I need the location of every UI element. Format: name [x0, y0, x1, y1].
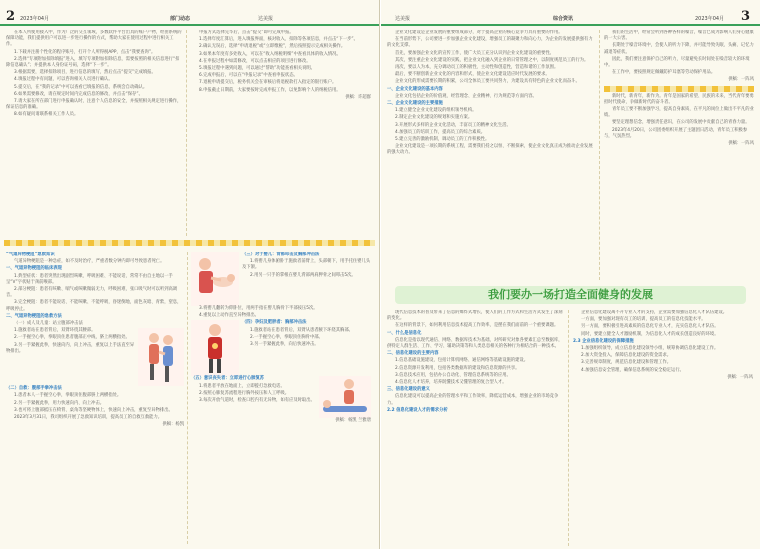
- paragraph: 1.选择年度汇算后，进入填报界面，核对收入、扣除等各项信息，并点击“下一步”。: [199, 37, 358, 43]
- paragraph: 气道异物梗阻是一种急症，如不及时治疗，严重者数分钟内即可导致患者死亡。: [14, 259, 165, 265]
- paragraph: 8.申报截止日期前，大家要按时完成申报工作，以免影响个人的纳税信用。: [199, 87, 341, 93]
- paragraph: 2.一手握空心拳，拳眼顶住胸骨中部。: [250, 334, 323, 340]
- paragraph: 1.患者本人一手握空心拳，拳眼顶住腹部脐上两横指处。: [14, 393, 122, 399]
- paragraph: 7.请大家在所在部门进行申报确认时，注意个人信息的安全，并按照相关规定进行操作，保证信息的准确。: [6, 99, 182, 111]
- infant-back-blow-illustration: [191, 252, 239, 306]
- article-tax-steps: [191, 30, 371, 237]
- subheading: （二）自救：腹部手拳冲击法: [6, 386, 62, 392]
- paragraph: 3.完全梗阻：患者不能说话、不能咳嗽、不能呼吸，昏迷倒地，面色灰暗、青紫，窒息，呼吸停止。: [6, 300, 182, 312]
- chest-thrust-illustration: [191, 320, 239, 376]
- article-corporate-culture: [387, 30, 595, 280]
- paragraph: 2.加大资金投入，保障信息化建设的资金需求。: [581, 353, 672, 359]
- paragraph: 企业文化的形成需要长期的积累，公司全体员工要共同努力，为建设具有特色的企业文化而奋斗。: [395, 79, 580, 85]
- paragraph: 企业信息化建设离不开专业人才的支持，企业需要加强信息化人才队伍建设。: [581, 310, 728, 315]
- paragraph: 8.如有疑问请联系相关工作人员。: [14, 112, 79, 118]
- paragraph: 2.制定企业文化建设的规划和实施方案。: [395, 115, 473, 121]
- byline: 供稿：杨凯: [162, 422, 184, 428]
- paragraph: 3.如果本年度有多处收入，可以在“收入纳税明细”中查看具体的收入情况。: [199, 51, 341, 57]
- article-choking-first-aid: [6, 252, 184, 546]
- paragraph: 申报方式选择完毕后，点击“提交”即可完成申报。: [199, 30, 294, 35]
- subheading: 二、企业文化建设的主要措施: [387, 101, 443, 107]
- paragraph: 企业文化建设是企业发展的重要组成部分，对于提高企业的核心竞争力具有重要的作用。: [395, 30, 563, 35]
- paragraph: 5.提交后，在“我的记录”中可以查看已填报的信息，系统会自动确认。: [14, 84, 148, 90]
- paragraph: 其次，要注重企业文化建设的实践，把企业文化融入到企业的日常管理之中，以制度规范员工的行为。: [395, 57, 589, 63]
- column-separator: [186, 30, 187, 236]
- paragraph: 青年员工要不断加强学习，提高自身素质，在平凡的岗位上做出不平凡的业绩。: [604, 107, 754, 119]
- left-header: [0, 10, 379, 26]
- paragraph: 最后，要不断创新企业文化的内容和形式，使企业文化建设适应时代发展的要求。: [395, 72, 550, 78]
- subheading: 一、企业文化建设的基本内容: [387, 86, 443, 92]
- column-separator: [187, 252, 188, 544]
- section-title: 部门动态: [170, 16, 191, 22]
- paragraph: 5.填报过程中遇到问题，可以通过“帮助”功能查看相关说明。: [199, 66, 315, 72]
- paragraph: 2.用另一只手的掌根在婴儿背部两肩胛骨之间叩击5次。: [250, 272, 356, 278]
- article-tax-guide: [6, 30, 182, 237]
- paragraph: 因此，我们要注意保护自己的听力，尽量避免长时间处在噪音较大的环境中。: [604, 56, 750, 69]
- paragraph: 企业文化包括企业的价值观、经营理念、企业精神、行为规范等方面内容。: [395, 93, 537, 99]
- cpr-illustration: [319, 376, 371, 418]
- paragraph: 在工作中，要按照规定佩戴防护耳塞等劳动保护用品。: [612, 70, 716, 76]
- section-divider: [4, 240, 375, 246]
- paragraph: 2.按照心肺复苏流程进行胸外按压和人工呼吸。: [199, 390, 290, 396]
- paragraph: 7.退税申请提交后，税务机关会在审核后将退税款打入指定的银行账户。: [199, 80, 337, 86]
- paragraph: 4.重复以上动作直至异物排出。: [199, 313, 259, 319]
- paragraph: 3.也可将上腹部抵压在椅背、桌角等坚硬物体上，快速向上冲击，重复至异物排出。: [14, 407, 173, 413]
- paragraph: 4.加强员工的培训工作，提高员工的综合素质。: [395, 129, 486, 135]
- byline: 供稿：许超群: [345, 94, 371, 100]
- paragraph: 在这样的背景下，如何利用信息技术提高工作效率，是摆在我们面前的一个重要课题。: [395, 323, 559, 329]
- paragraph: 1.典型症状：患者突然出现剧烈咳嗽、呼吸困难、不能说话，常常不由自主地以一手呈“V”字状贴于颈前喉部。: [6, 273, 173, 285]
- paragraph: 首先，要加强企业文化的宣传工作，使广大员工充分认识到企业文化建设的重要性。: [395, 50, 554, 56]
- subheading: 二、气道异物梗阻的急救方法: [6, 313, 62, 319]
- paragraph: 信息化是指以现代通信、网络、数据库技术为基础，对所研究对象各要素汇总至数据库，供特定人群生活、工作、学习、辅助决策等和人类息息相关的各种行为相结合的一种技术。: [387, 337, 563, 350]
- paragraph: 要坚定理想信念，增强责任意识，在公司的发展中贡献自己的青春力量。: [612, 120, 750, 126]
- paragraph: 另一方面，要积极引进高素质的信息化专业人才，充实信息化人才队伍。: [581, 324, 719, 330]
- paragraph: 1.将患者平放在地面上，立即拨打急救电话。: [199, 383, 285, 389]
- paragraph: 我们的生活中，经常会听到各种各样的噪音，噪音已成为影响人们身心健康的一大公害。: [604, 30, 754, 42]
- heimlich-illustration-1: [138, 328, 184, 386]
- paragraph: 4.加强信息安全管理，确保信息系统的安全稳定运行。: [581, 367, 684, 373]
- issue-date: 2023年04月: [695, 16, 725, 22]
- paragraph: 再次，要以人为本，充分调动员工的积极性、主动性和创造性，营造和谐的工作氛围。: [395, 65, 559, 71]
- subheading: （五）意识丧失者：立即进行心肺复苏: [191, 376, 265, 382]
- paragraph: 1.信息基础设施建设，包括计算机网络、通信网络等基础设施的建设。: [395, 358, 529, 364]
- paragraph: 在本人所使用接入中，作为广泛的交互领域，多数软件平台出具的账户产物，经由系统的保障功能，我们提供用户可以进一步进行操作的方式，帮助大家在使用过程中进行相关工作。: [6, 30, 182, 48]
- article-noise-youth: [604, 30, 754, 280]
- paragraph: 在当前形势下，公司要进一步加强企业文化建设，增强员工的凝聚力和向心力，为企业的发展提供强有力的文化支撑。: [387, 37, 593, 49]
- paragraph: 2.确认无误后，选择“申请退税”或“立即缴税”，然后按照提示完成相关操作。: [199, 44, 346, 50]
- paragraph: 2.一手握空心拳，拳眼顶住患者腹部正中线，脐上两横指处。: [14, 335, 130, 341]
- paragraph: 2.选择“专项附加扣除填报”进入，填写专项附加扣除信息，需要按照的相关信息进行“扣除信息确认”；并提供本人身份证号码，选择“下一步”。: [6, 56, 180, 69]
- paragraph: 3.每次开放气道时，检查口腔内有无异物，如有应及时取出。: [199, 398, 315, 404]
- feature-banner-title: 我们要办一场打造全面健身的发展: [395, 286, 746, 304]
- column-separator: [568, 310, 569, 546]
- paragraph: 4.填报过程中有问题，可以咨询相关人员进行确认。: [14, 77, 113, 83]
- article-informatization: [387, 310, 563, 546]
- paragraph: 同时，要建立健全人才激励机制，为信息化人才的成长创造良好的环境。: [581, 331, 719, 337]
- paragraph: 3.信息技术应用，包括办公自动化、管理信息系统等的应用。: [395, 372, 511, 378]
- masthead: 达美报: [395, 16, 411, 22]
- paragraph: 长期处于噪音环境中，会使人的听力下降，并可能导致失眠、头痛、记忆力减退等症状。: [604, 43, 754, 55]
- paragraph: 一方面，要加强对现有员工的培训，提高员工的信息化技能水平。: [581, 317, 706, 323]
- page-number: 3: [741, 9, 751, 24]
- paragraph: 信息化建设可以提高企业的管理水平和工作效率，降低运营成本，增强企业的市场竞争力。: [387, 394, 559, 406]
- page-number: 2: [6, 9, 16, 24]
- paragraph: 1.加强组织领导，成立信息化建设领导小组，统筹协调信息化建设工作。: [581, 346, 719, 352]
- byline: 供稿：一阵风: [728, 77, 754, 83]
- paragraph: 1.施救者站在患者背后，双臂从患者腋下环绕其胸部。: [250, 327, 353, 333]
- paragraph: 1.建立健全企业文化建设的组织领导机构。: [395, 108, 477, 114]
- paragraph: 4.信息化人才培养，培养既懂技术又懂管理的复合型人才。: [395, 380, 507, 386]
- paragraph: 5.建立完善的激励机制，调动员工的工作积极性。: [395, 137, 490, 143]
- byline: 供稿：一阵风: [728, 141, 754, 147]
- paragraph: 现代信息技术的普及带来了信息的爆炸式增长，使人们的工作方式和生活方式发生了深刻的变化。: [387, 310, 563, 322]
- paragraph: 3.开展形式多样的企业文化活动，丰富员工的精神文化生活。: [395, 122, 511, 128]
- article-it-talent: [573, 310, 753, 546]
- paragraph: 1.将婴儿身体俯卧于施救者前臂上，头部朝下，用手托住婴儿头及下颌。: [242, 259, 371, 271]
- subheading: 2.2 信息化建设人才的需求分析: [387, 407, 448, 413]
- paragraph: 3.完善规章制度，规范信息化建设和管理工作。: [581, 360, 672, 366]
- article-choking-infant: [191, 252, 371, 546]
- section-divider: [604, 86, 754, 92]
- paragraph: 2023年3月31日，我司组织开展了急救知识培训，提高员工的自救互救能力。: [14, 415, 163, 421]
- subheading: 一、什么是信息化: [387, 330, 422, 336]
- subheading: 三、信息化建设的意义: [387, 387, 430, 393]
- paragraph: 2.部分梗阻：患者有咳嗽、喘气或咳嗽微弱无力，呼吸困难，张口吸气时可以听到高调音。: [6, 287, 178, 299]
- section-title: 综合资讯: [553, 16, 574, 22]
- subheading: （三）对于婴儿：背部叩击及胸部冲击法: [242, 252, 320, 257]
- issue-date: 2023年04月: [20, 16, 50, 22]
- masthead: 达美报: [258, 16, 274, 22]
- paragraph: 1.下载并注册个性化的程序账号，打开个人所得税APP，点击“我要查询”。: [14, 49, 156, 55]
- paragraph: 4.在申报过程中如需修改，可以点击相应的项目进行修改。: [199, 58, 311, 64]
- paragraph: 2.另一手紧握此拳，用力快速向内、向上冲击。: [14, 400, 105, 406]
- paragraph: 企业文化建设是一项长期的系统工程，需要我们持之以恒、不断探索，使企业文化真正成为推动企业发展的强大动力。: [387, 144, 593, 156]
- paragraph: 3.将婴儿翻转为仰卧位，用两手指在婴儿胸骨下半部按压5次。: [199, 306, 318, 311]
- paragraph: 2.信息资源开发利用，包括各类数据库的建设和信息资源的共享。: [395, 365, 520, 371]
- byline: 供稿：一阵风: [727, 374, 753, 380]
- paragraph: 3.另一手紧握此拳，向后快速冲击。: [250, 342, 319, 348]
- right-page: [381, 0, 760, 549]
- paragraph: 新时代，新青年，新作为。青年是国家的希望、民族的未来，当代青年要勇担时代使命，争做新时代的奋斗者。: [604, 93, 754, 105]
- paragraph: 1.施救者站在患者背后，双臂环绕其腰部。: [14, 328, 96, 334]
- subheading: （四）孕妇及肥胖者：胸部冲击法: [242, 320, 307, 326]
- byline: 供稿：杨凯 兰雅唐: [335, 418, 371, 424]
- subheading: 二、信息化建设的主要内容: [387, 351, 439, 357]
- paragraph: 6.如果需要修改，请在规定时间内完成信息的修改，并点击“保存”。: [14, 91, 143, 97]
- paragraph: 2023年4月20日，公司团委组织开展了主题团日活动，青年员工积极参与，气氛热烈。: [604, 127, 748, 139]
- column-separator: [599, 30, 600, 280]
- paragraph: 3.另一手紧握此拳，快速向内、向上冲击，重复以上手法直至异物排出。: [6, 342, 135, 354]
- subheading: 2.3 企业信息化建设的保障措施: [573, 338, 634, 344]
- paragraph: 6.完成申报后，可以在“申报记录”中查看申报状态。: [199, 73, 298, 79]
- article-heading: “气道异物梗阻”急救知识: [6, 252, 55, 257]
- right-header: [381, 10, 760, 26]
- paragraph: （一）成人及儿童：站立腹部冲击法: [14, 321, 83, 327]
- subheading: 一、气道异物梗阻的临床表现: [6, 266, 62, 272]
- paragraph: 3.根据需要，选择扣除项目，进行信息的填写，然后点击“提交”完成填报。: [14, 70, 156, 76]
